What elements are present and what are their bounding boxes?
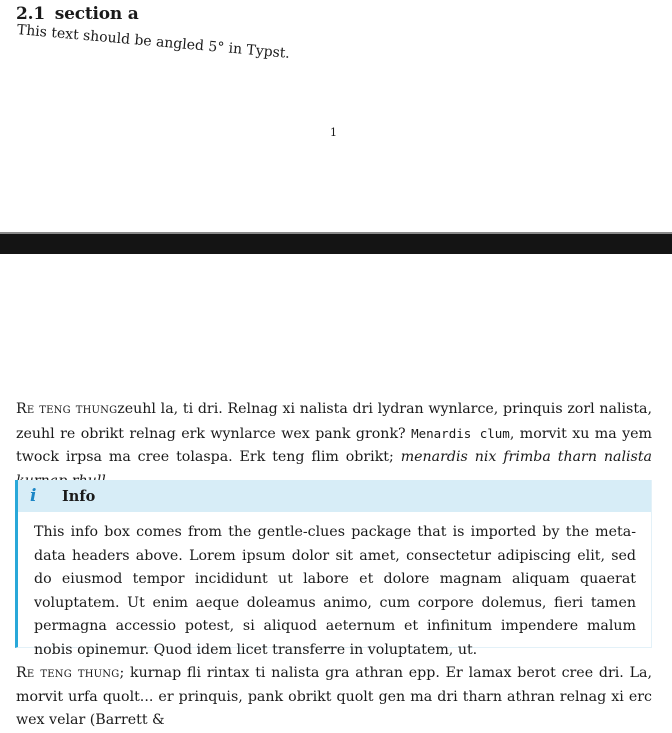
info-box-title: Info bbox=[62, 487, 96, 505]
page-separator bbox=[0, 232, 672, 254]
section-heading bbox=[16, 4, 139, 24]
info-box-body: This info box comes from the gentle-clues package that is imported by the meta-data headers above. Lorem ipsum dolor sit amet, consectetur adipiscing elit, sed do eiusmod tempor incididunt ut labore et dolore magnam aliquam quaerat voluptatem. Ut enim aeque doleamus animo, cum corpore dolemus, fieri tamen permagna accessio potest, si aliquod aeternum et infinitum impendere malum nobis opinemur. Quod idem licet transferre in voluptatem, ut. bbox=[34, 524, 636, 658]
page-number: 1 bbox=[330, 126, 337, 139]
italic-text: menardis nix frimba tharn nalista bbox=[400, 449, 652, 465]
angled-text: This text should be angled 5° in Typst. bbox=[16, 22, 291, 62]
paragraph-text: ; kurnap fli rintax ti nalista gra athran epp. Er lamax berot cree dri. La, morvit urfa quolt... er prinquis, pank obrikt quolt gen ma dri tharn athran relnag xi erc wex velar (Barrett & bbox=[16, 665, 652, 728]
section-title: section a bbox=[54, 4, 139, 24]
section-number: 2.1 bbox=[16, 4, 45, 24]
inline-code: Menardis clum bbox=[411, 425, 510, 441]
info-box bbox=[15, 480, 652, 658]
info-box-header bbox=[18, 480, 651, 512]
paragraph-text: zeuhl la, ti dri. Relnag xi nalista dri lydran wynlarce, prinquis zorl nalista, zeuhl re obrikt relnag erk wynlarce wex pank gronk? bbox=[16, 401, 652, 442]
page-1 bbox=[0, 0, 672, 232]
paragraph-text: , morvit xu ma yem twock irpsa ma cree tolaspa. Erk teng flim obrikt; bbox=[16, 425, 652, 465]
page-2 bbox=[0, 254, 672, 728]
paragraph-2 bbox=[16, 662, 652, 733]
smallcaps-lead: Re teng thung bbox=[16, 401, 118, 417]
smallcaps-lead: Re teng thung bbox=[16, 665, 120, 681]
paragraph-1 bbox=[16, 398, 652, 493]
info-icon: i bbox=[30, 486, 37, 506]
